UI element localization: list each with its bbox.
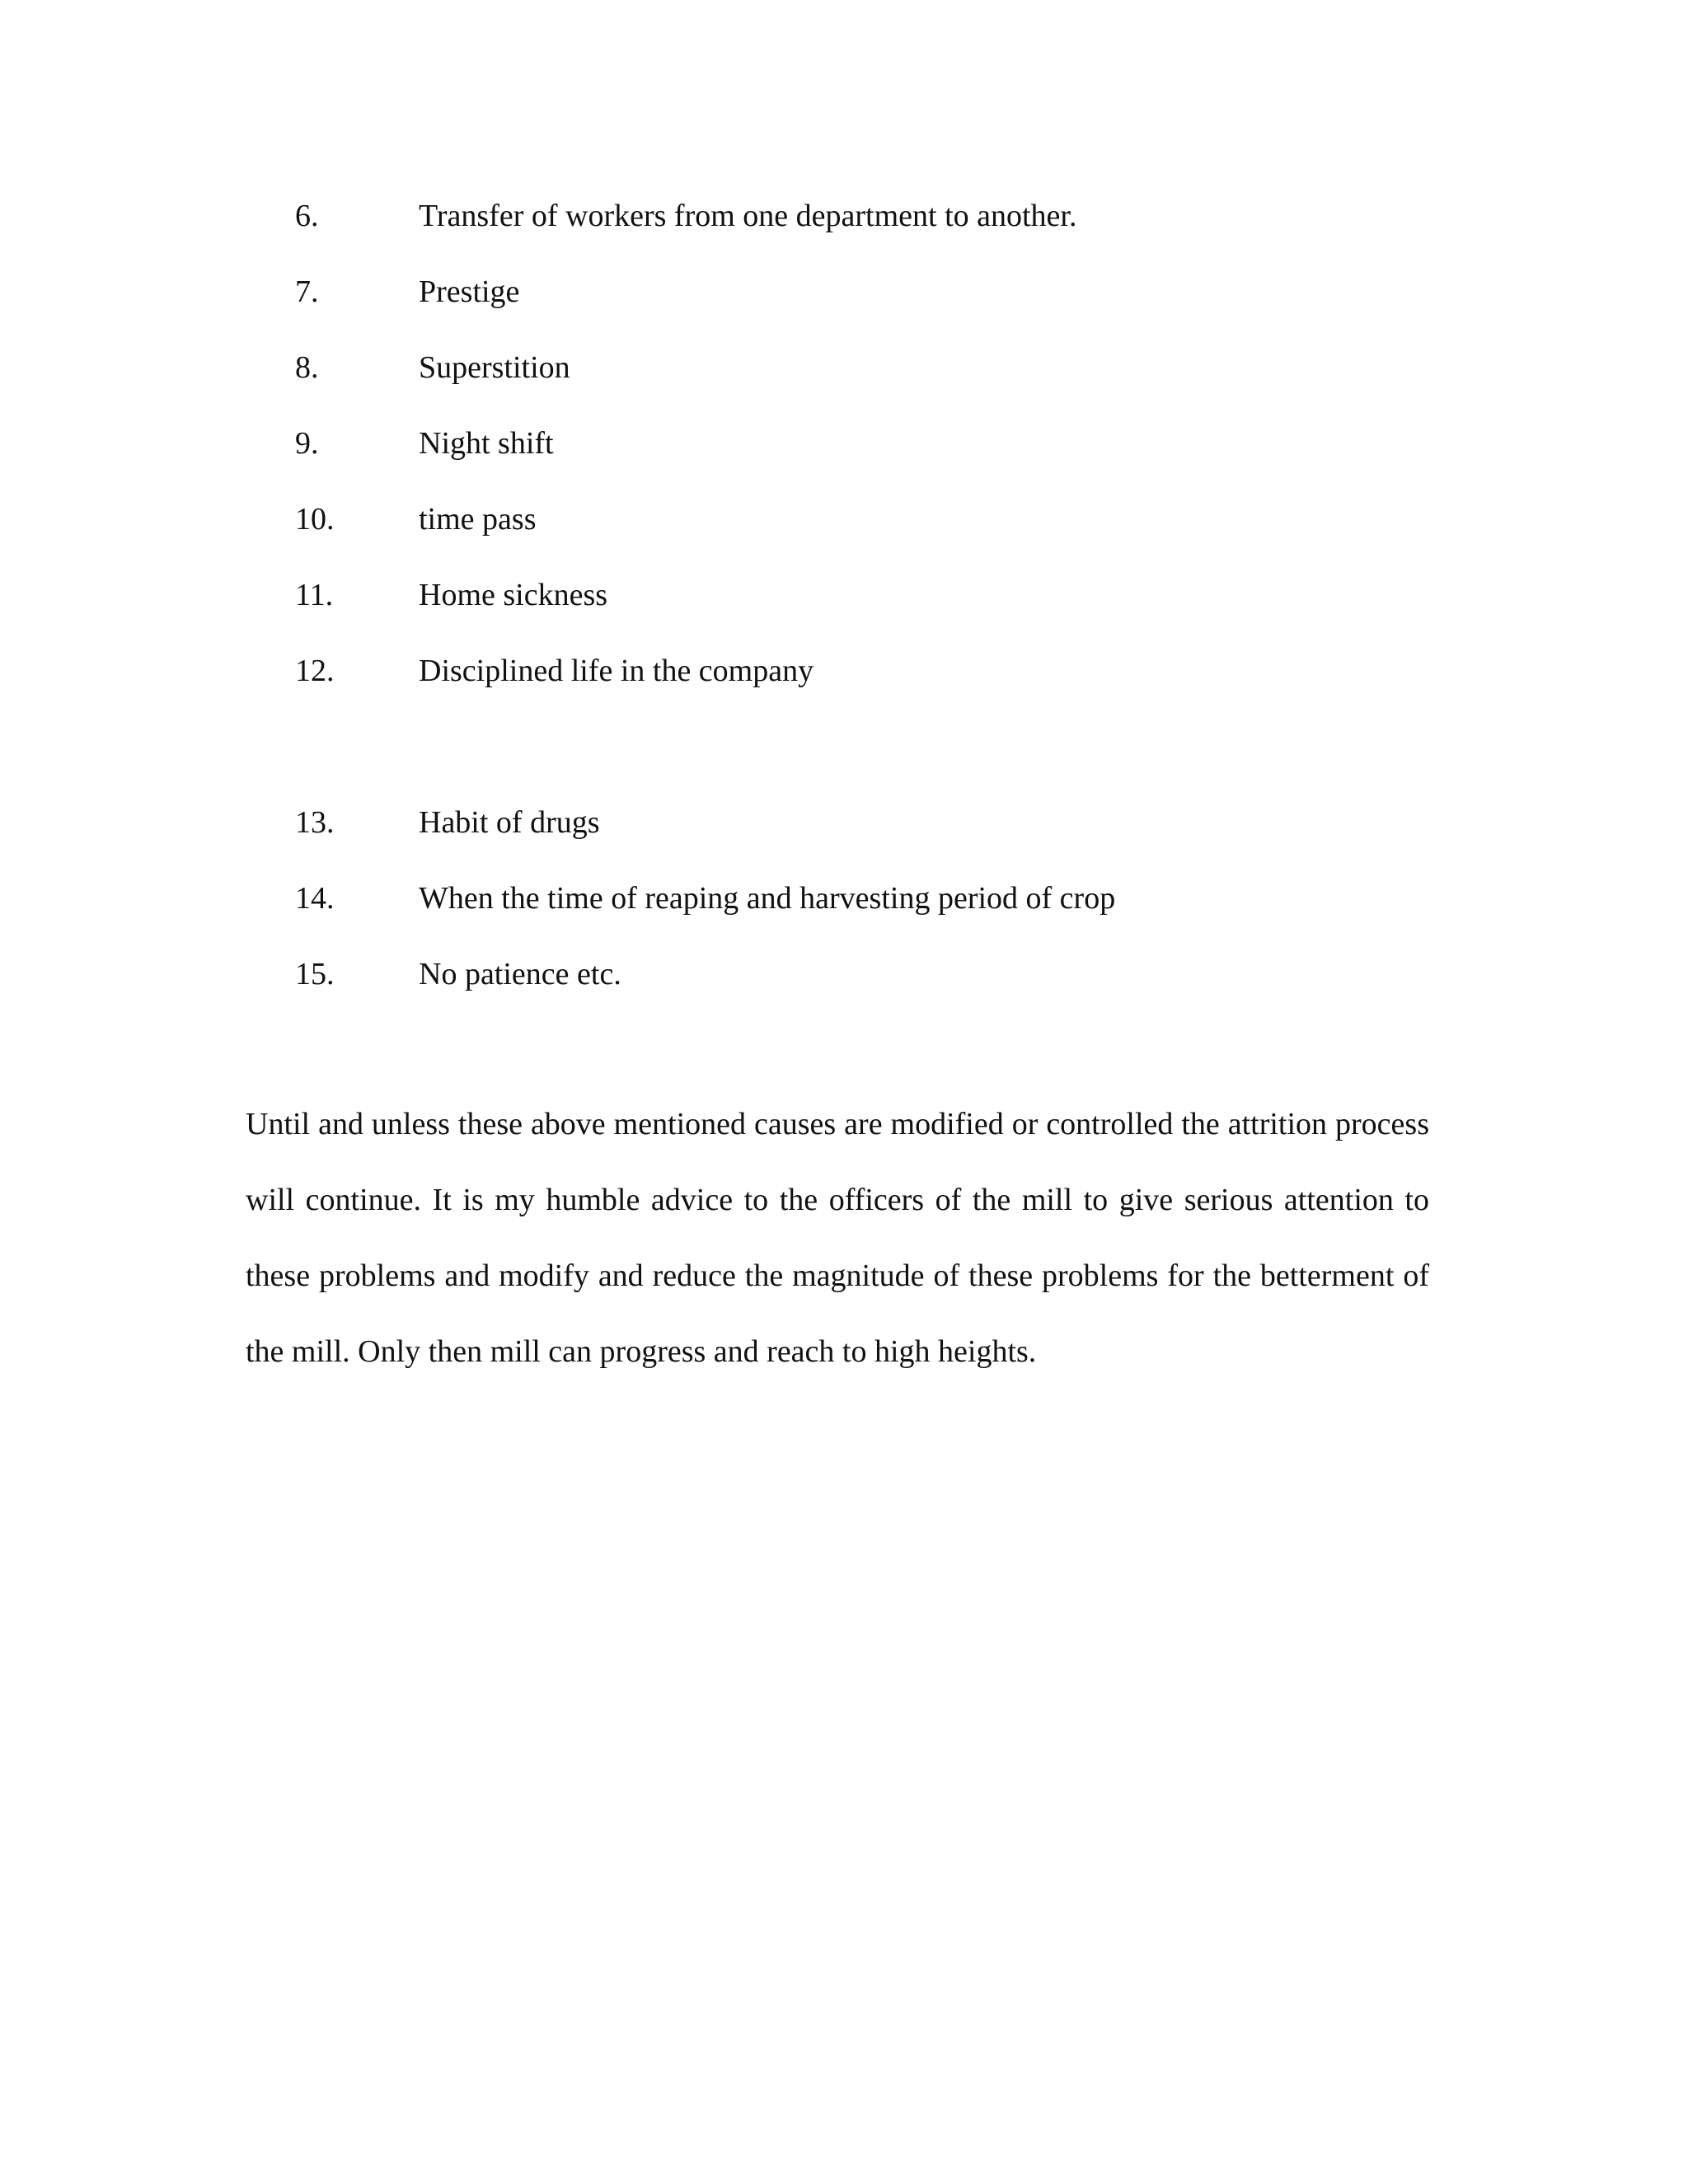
list-item-number: 9. (295, 426, 319, 461)
list-item-number: 13. (295, 805, 335, 840)
list-item (0, 494, 1688, 544)
list-item-number: 12. (295, 654, 335, 688)
body-paragraph: Until and unless these above mentioned causes are modified or controlled the attrition process will continue. It is my humble advice to the officers of the mill to give serious attention to these problems and modify and reduce the magnitude of these problems for the betterment of the mill. Only then mill can progress and reach to high heights. (246, 1107, 1429, 1369)
list-item (0, 646, 1688, 696)
list-item-number: 14. (295, 881, 335, 916)
list-item (0, 570, 1688, 620)
list-item (0, 191, 1688, 241)
list-item-number: 15. (295, 957, 335, 991)
list-item (0, 419, 1688, 468)
list-item-text: Prestige (419, 274, 520, 309)
list-item-number: 8. (295, 350, 319, 385)
list-item-number: 11. (295, 578, 334, 612)
list-item (0, 267, 1688, 316)
list-item-text: Night shift (419, 426, 554, 461)
list-item-text: When the time of reaping and harvesting period of crop (419, 881, 1116, 916)
list-item-number: 7. (295, 274, 319, 309)
list-item-text: Transfer of workers from one department to another. (419, 199, 1077, 233)
list-item-number: 10. (295, 502, 335, 537)
list-item-text: time pass (419, 502, 537, 537)
list-item (0, 874, 1688, 923)
list-item-text: Superstition (419, 350, 570, 385)
list-item (0, 949, 1688, 999)
list-item-text: Disciplined life in the company (419, 654, 814, 688)
list-item-text: No patience etc. (419, 957, 621, 991)
list-item (0, 798, 1688, 847)
list-item-text: Habit of drugs (419, 805, 600, 840)
list-item-number: 6. (295, 199, 319, 233)
list-item (0, 343, 1688, 392)
list-item-text: Home sickness (419, 578, 608, 612)
